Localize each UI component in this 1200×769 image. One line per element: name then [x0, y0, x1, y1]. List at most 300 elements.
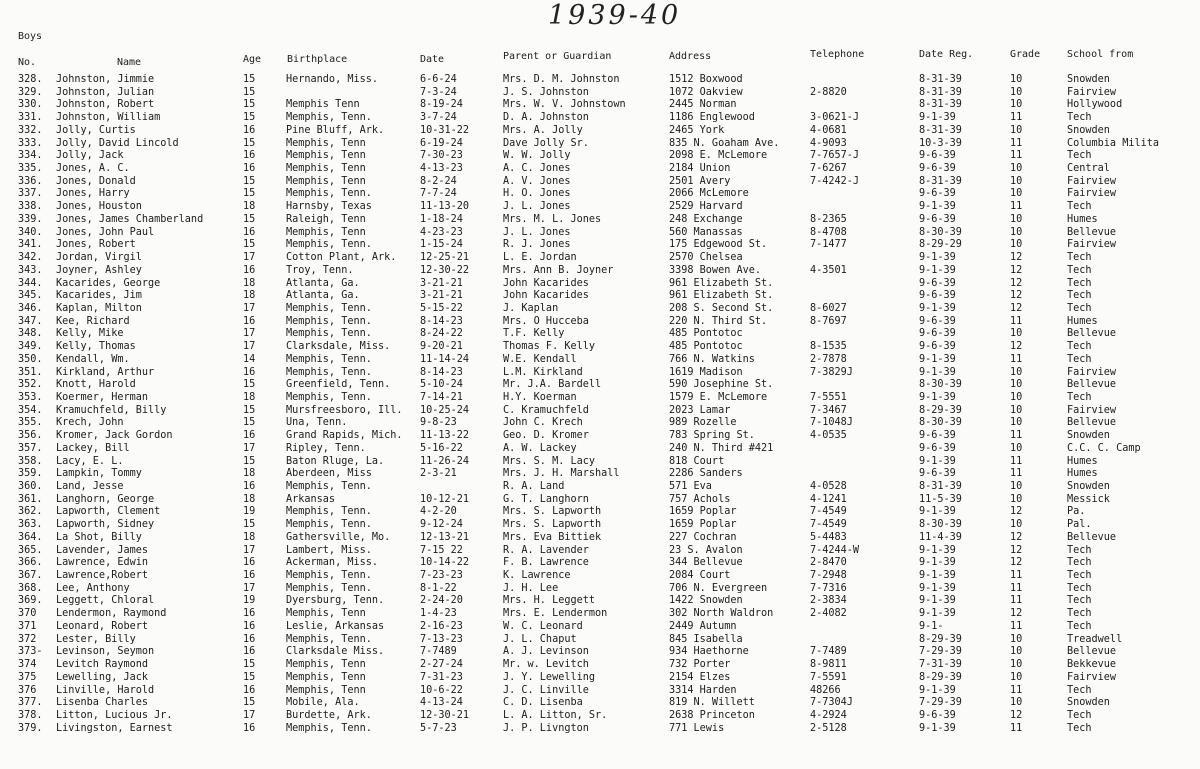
school-from: Tech — [1067, 252, 1092, 264]
row-number: 328. — [18, 74, 43, 85]
school-from: Fairview — [1067, 239, 1117, 251]
birthplace: Memphis, Tenn. — [286, 506, 372, 518]
address: 3398 Bowen Ave. — [669, 264, 762, 276]
parent-guardian: J. C. Linville — [503, 684, 589, 696]
row-number: 339. — [18, 213, 43, 225]
address: 1659 Poplar — [669, 506, 737, 518]
grade: 12 — [1010, 544, 1023, 556]
telephone: 2-8820 — [810, 86, 847, 98]
grade: 11 — [1010, 722, 1023, 734]
school-from: Humes — [1067, 455, 1098, 467]
birth-date: 7-7-24 — [420, 188, 457, 200]
school-from: Humes — [1067, 213, 1098, 225]
telephone: 8-4708 — [810, 226, 847, 238]
student-age: 18 — [243, 277, 256, 289]
school-from: Fairview — [1067, 671, 1117, 683]
telephone: 7-7316 — [810, 582, 847, 594]
address: 2184 Union — [669, 163, 731, 175]
parent-guardian: R. A. Lavender — [503, 544, 589, 556]
student-name: Levinson, Seymon — [56, 646, 155, 658]
grade: 11 — [1010, 150, 1023, 162]
parent-guardian: Mrs. Eva Bittiek — [503, 531, 602, 543]
birth-date: 1-18-24 — [420, 213, 463, 225]
table-row — [0, 290, 1200, 303]
address: 2286 Sanders — [669, 468, 743, 480]
parent-guardian: Mrs. W. V. Johnstown — [503, 99, 626, 111]
school-from: Fairview — [1067, 404, 1117, 416]
telephone: 7-4549 — [810, 519, 847, 531]
grade: 10 — [1010, 74, 1023, 85]
student-age: 16 — [243, 264, 256, 276]
school-from: Tech — [1067, 112, 1092, 124]
student-age: 14 — [243, 353, 256, 365]
parent-guardian: Mrs. D. M. Johnston — [503, 74, 620, 85]
row-number: 342. — [18, 252, 43, 264]
table-row — [0, 468, 1200, 481]
header-age: Age — [243, 54, 262, 65]
row-number: 358. — [18, 455, 43, 467]
row-number: 376 — [18, 684, 37, 696]
date-registered: 8-31-39 — [919, 74, 962, 85]
birthplace: Mursfreesboro, Ill. — [286, 404, 403, 416]
parent-guardian: Mrs. S. M. Lacy — [503, 455, 596, 467]
table-row — [0, 417, 1200, 430]
telephone: 7-1477 — [810, 239, 847, 251]
date-registered: 11-4-39 — [919, 531, 962, 543]
grade: 10 — [1010, 671, 1023, 683]
row-number: 361. — [18, 493, 43, 505]
grade: 10 — [1010, 188, 1023, 200]
date-registered: 9-1-39 — [919, 264, 956, 276]
table-row — [0, 99, 1200, 112]
school-from: Treadwell — [1067, 633, 1123, 645]
student-name: Krech, John — [56, 417, 124, 429]
table-row — [0, 316, 1200, 329]
table-row — [0, 138, 1200, 151]
birth-date: 9-12-24 — [420, 519, 463, 531]
address: 23 S. Avalon — [669, 544, 743, 556]
student-age: 16 — [243, 620, 256, 632]
parent-guardian: Mrs. J. H. Marshall — [503, 468, 620, 480]
row-number: 347. — [18, 315, 43, 327]
parent-guardian: Mr. w. Levitch — [503, 659, 589, 671]
date-registered: 8-31-39 — [919, 86, 962, 98]
student-name: Jones, Robert — [56, 239, 136, 251]
table-row — [0, 227, 1200, 240]
student-age: 15 — [243, 99, 256, 111]
birth-date: 4-13-24 — [420, 697, 463, 709]
student-name: Leggett, Chloral — [56, 595, 155, 607]
table-row — [0, 519, 1200, 532]
row-number: 335. — [18, 163, 43, 175]
student-name: Lackey, Bill — [56, 442, 130, 454]
student-name: Lendermon, Raymond — [56, 608, 167, 620]
grade: 11 — [1010, 430, 1023, 442]
birthplace: Pine Bluff, Ark. — [286, 124, 385, 136]
grade: 10 — [1010, 481, 1023, 492]
student-name: Kendall, Wm. — [56, 353, 130, 365]
birthplace: Arkansas — [286, 493, 336, 505]
date-registered: 9-1-39 — [919, 252, 956, 264]
date-registered: 9-1-39 — [919, 353, 956, 365]
address: 590 Josephine St. — [669, 379, 774, 391]
parent-guardian: J. S. Johnston — [503, 86, 589, 98]
address: 2449 Autumn — [669, 620, 737, 632]
address: 2023 Lamar — [669, 404, 731, 416]
student-age: 17 — [243, 252, 256, 264]
grade: 12 — [1010, 290, 1023, 302]
student-age: 16 — [243, 557, 256, 569]
school-from: Tech — [1067, 277, 1092, 289]
parent-guardian: John Kacarides — [503, 277, 589, 289]
address: 1579 E. McLemore — [669, 391, 768, 403]
school-from: Messick — [1067, 493, 1110, 505]
student-age: 16 — [243, 366, 256, 378]
date-registered: 9-1- — [919, 620, 944, 632]
student-age: 16 — [243, 633, 256, 645]
address: 560 Manassas — [669, 226, 743, 238]
parent-guardian: J. Kaplan — [503, 302, 559, 314]
address: 240 N. Third #421 — [669, 442, 774, 454]
header-address: Address — [669, 51, 712, 62]
parent-guardian: Mrs. M. L. Jones — [503, 213, 602, 225]
parent-guardian: C. Kramuchfeld — [503, 404, 589, 416]
telephone: 4-1241 — [810, 493, 847, 505]
birthplace: Memphis, Tenn. — [286, 570, 372, 582]
address: 934 Haethorne — [669, 646, 749, 658]
birth-date: 7-23-23 — [420, 570, 463, 582]
student-age: 16 — [243, 163, 256, 175]
address: 835 N. Goaham Ave. — [669, 137, 780, 149]
table-row — [0, 125, 1200, 138]
birthplace: Leslie, Arkansas — [286, 620, 385, 632]
birthplace: Memphis, Tenn. — [286, 481, 372, 492]
address: 2066 McLemore — [669, 188, 749, 200]
birth-date: 8-24-22 — [420, 328, 463, 340]
header-name: Name — [117, 57, 142, 68]
birth-date: 8-14-23 — [420, 315, 463, 327]
birth-date: 10-14-22 — [420, 557, 470, 569]
birth-date: 11-13-22 — [420, 430, 470, 442]
table-row — [0, 214, 1200, 227]
row-number: 354. — [18, 404, 43, 416]
row-number: 350. — [18, 353, 43, 365]
school-from: Tech — [1067, 353, 1092, 365]
school-from: Tech — [1067, 341, 1092, 353]
date-registered: 9-6-39 — [919, 328, 956, 340]
school-from: Tech — [1067, 290, 1092, 302]
table-row — [0, 367, 1200, 380]
student-age: 17 — [243, 328, 256, 340]
birthplace: Aberdeen, Miss — [286, 468, 372, 480]
parent-guardian: A. C. Jones — [503, 163, 571, 175]
section-label: Boys — [18, 31, 43, 42]
grade: 11 — [1010, 353, 1023, 365]
date-registered: 8-30-39 — [919, 226, 962, 238]
birth-date: 10-12-21 — [420, 493, 470, 505]
birthplace: Memphis, Tenn. — [286, 188, 372, 200]
birth-date: 7-7489 — [420, 646, 457, 658]
student-name: Lampkin, Tommy — [56, 468, 142, 480]
date-registered: 7-29-39 — [919, 646, 962, 658]
birthplace: Memphis, Tenn. — [286, 366, 372, 378]
grade: 12 — [1010, 531, 1023, 543]
telephone: 7-1048J — [810, 417, 853, 429]
student-name: Kelly, Thomas — [56, 341, 136, 353]
date-registered: 9-1-39 — [919, 201, 956, 213]
school-from: Snowden — [1067, 430, 1110, 442]
student-age: 15 — [243, 455, 256, 467]
birth-date: 7-30-23 — [420, 150, 463, 162]
parent-guardian: J. P. Livngton — [503, 722, 589, 734]
address: 1512 Boxwood — [669, 74, 743, 85]
row-number: 331. — [18, 112, 43, 124]
grade: 11 — [1010, 112, 1023, 124]
address: 2465 York — [669, 124, 725, 136]
row-number: 368. — [18, 582, 43, 594]
parent-guardian: H. O. Jones — [503, 188, 571, 200]
parent-guardian: John C. Krech — [503, 417, 583, 429]
student-name: Lisenba Charles — [56, 697, 149, 709]
table-row — [0, 481, 1200, 494]
birthplace: Memphis, Tenn. — [286, 239, 372, 251]
telephone: 4-9093 — [810, 137, 847, 149]
school-from: Columbia Milita — [1067, 137, 1160, 149]
grade: 10 — [1010, 124, 1023, 136]
student-name: Kee, Richard — [56, 315, 130, 327]
student-name: Lee, Anthony — [56, 582, 130, 594]
date-registered: 9-6-39 — [919, 709, 956, 721]
student-age: 17 — [243, 341, 256, 353]
address: 818 Court — [669, 455, 725, 467]
grade: 12 — [1010, 608, 1023, 620]
table-row — [0, 201, 1200, 214]
date-registered: 9-1-39 — [919, 595, 956, 607]
birth-date: 10-25-24 — [420, 404, 470, 416]
grade: 10 — [1010, 99, 1023, 111]
address: 485 Pontotoc — [669, 328, 743, 340]
grade: 10 — [1010, 417, 1023, 429]
parent-guardian: J. L. Jones — [503, 201, 571, 213]
date-registered: 9-1-39 — [919, 608, 956, 620]
address: 248 Exchange — [669, 213, 743, 225]
student-name: Jones, John Paul — [56, 226, 155, 238]
telephone: 7-7489 — [810, 646, 847, 658]
telephone: 8-6027 — [810, 302, 847, 314]
parent-guardian: F. B. Lawrence — [503, 557, 589, 569]
student-name: Lapworth, Clement — [56, 506, 161, 518]
birthplace: Gathersville, Mo. — [286, 531, 391, 543]
row-number: 346. — [18, 302, 43, 314]
table-row — [0, 659, 1200, 672]
birth-date: 11-26-24 — [420, 455, 470, 467]
date-registered: 8-31-39 — [919, 99, 962, 111]
school-from: Tech — [1067, 201, 1092, 213]
header-school-from: School from — [1067, 49, 1134, 60]
student-name: Kacarides, Jim — [56, 290, 142, 302]
birth-date: 5-7-23 — [420, 722, 457, 734]
table-row — [0, 87, 1200, 100]
school-from: Humes — [1067, 315, 1098, 327]
telephone: 7-4244-W — [810, 544, 860, 556]
birth-date: 3-7-24 — [420, 112, 457, 124]
student-name: Johnston, Robert — [56, 99, 155, 111]
table-row — [0, 354, 1200, 367]
table-row — [0, 723, 1200, 736]
student-age: 17 — [243, 544, 256, 556]
birth-date: 9-20-21 — [420, 341, 463, 353]
parent-guardian: K. Lawrence — [503, 570, 571, 582]
table-row — [0, 112, 1200, 125]
student-name: Kirkland, Arthur — [56, 366, 155, 378]
student-name: Jones, Donald — [56, 175, 136, 187]
table-row — [0, 74, 1200, 87]
student-name: Kelly, Mike — [56, 328, 124, 340]
birth-date: 11-14-24 — [420, 353, 470, 365]
student-age: 15 — [243, 239, 256, 251]
student-age: 17 — [243, 302, 256, 314]
address: 220 N. Third St. — [669, 315, 768, 327]
telephone: 2-5128 — [810, 722, 847, 734]
student-age: 16 — [243, 570, 256, 582]
table-row — [0, 430, 1200, 443]
row-number: 355. — [18, 417, 43, 429]
date-registered: 9-1-39 — [919, 112, 956, 124]
school-from: Bekkevue — [1067, 659, 1117, 671]
student-age: 15 — [243, 112, 256, 124]
student-name: Johnston, Julian — [56, 86, 155, 98]
birth-date: 7-15 22 — [420, 544, 463, 556]
table-row — [0, 545, 1200, 558]
table-row — [0, 595, 1200, 608]
row-number: 338. — [18, 201, 43, 213]
table-row — [0, 557, 1200, 570]
birthplace: Memphis, Tenn — [286, 226, 366, 238]
date-registered: 8-29-39 — [919, 671, 962, 683]
row-number: 336. — [18, 175, 43, 187]
address: 2529 Harvard — [669, 201, 743, 213]
telephone: 4-0681 — [810, 124, 847, 136]
telephone: 7-4242-J — [810, 175, 860, 187]
student-name: Johnston, Jimmie — [56, 74, 155, 85]
parent-guardian: D. A. Johnston — [503, 112, 589, 124]
birthplace: Memphis, Tenn — [286, 150, 366, 162]
date-registered: 8-30-39 — [919, 519, 962, 531]
school-from: Bellevue — [1067, 226, 1117, 238]
grade: 12 — [1010, 264, 1023, 276]
grade: 11 — [1010, 468, 1023, 480]
grade: 11 — [1010, 684, 1023, 696]
birth-date: 10-31-22 — [420, 124, 470, 136]
parent-guardian: A. V. Jones — [503, 175, 571, 187]
student-age: 15 — [243, 404, 256, 416]
student-age: 16 — [243, 430, 256, 442]
birth-date: 2-16-23 — [420, 620, 463, 632]
row-number: 351. — [18, 366, 43, 378]
student-name: Koermer, Herman — [56, 391, 149, 403]
parent-guardian: L. A. Litton, Sr. — [503, 709, 608, 721]
date-registered: 9-1-39 — [919, 557, 956, 569]
date-registered: 8-29-39 — [919, 633, 962, 645]
date-registered: 9-1-39 — [919, 302, 956, 314]
birthplace: Memphis, Tenn. — [286, 353, 372, 365]
ledger-year: 1939-40 — [548, 0, 682, 31]
parent-guardian: Mrs. S. Lapworth — [503, 506, 602, 518]
school-from: Fairview — [1067, 175, 1117, 187]
student-name: Jones, James Chamberland — [56, 213, 204, 225]
school-from: Tech — [1067, 150, 1092, 162]
birth-date: 5-15-22 — [420, 302, 463, 314]
date-registered: 9-6-39 — [919, 277, 956, 289]
student-name: Jolly, Curtis — [56, 124, 136, 136]
row-number: 366. — [18, 557, 43, 569]
student-name: Jones, Houston — [56, 201, 142, 213]
student-age: 19 — [243, 595, 256, 607]
school-from: Bellevue — [1067, 417, 1117, 429]
grade: 10 — [1010, 493, 1023, 505]
school-from: Bellevue — [1067, 379, 1117, 391]
grade: 10 — [1010, 163, 1023, 175]
date-registered: 9-6-39 — [919, 290, 956, 302]
school-from: Tech — [1067, 302, 1092, 314]
birthplace: Memphis, Tenn. — [286, 328, 372, 340]
address: 2570 Chelsea — [669, 252, 743, 264]
grade: 10 — [1010, 379, 1023, 391]
birth-date: 12-13-21 — [420, 531, 470, 543]
date-registered: 9-1-39 — [919, 582, 956, 594]
parent-guardian: H.Y. Koerman — [503, 391, 577, 403]
grade: 12 — [1010, 252, 1023, 264]
table-row — [0, 685, 1200, 698]
student-age: 18 — [243, 391, 256, 403]
grade: 11 — [1010, 137, 1023, 149]
table-row — [0, 303, 1200, 316]
table-row — [0, 710, 1200, 723]
birthplace: Ackerman, Miss. — [286, 557, 379, 569]
address: 732 Porter — [669, 659, 731, 671]
birthplace: Memphis, Tenn — [286, 163, 366, 175]
address: 757 Achols — [669, 493, 731, 505]
school-from: Tech — [1067, 709, 1092, 721]
birth-date: 8-2-24 — [420, 175, 457, 187]
date-registered: 9-1-39 — [919, 391, 956, 403]
birthplace: Lambert, Miss. — [286, 544, 372, 556]
grade: 11 — [1010, 582, 1023, 594]
grade: 12 — [1010, 557, 1023, 569]
telephone: 4-0528 — [810, 481, 847, 492]
address: 2638 Princeton — [669, 709, 755, 721]
row-number: 337. — [18, 188, 43, 200]
address: 2501 Avery — [669, 175, 731, 187]
student-name: Jones, A. C. — [56, 163, 130, 175]
birth-date: 9-8-23 — [420, 417, 457, 429]
student-name: La Shot, Billy — [56, 531, 142, 543]
birth-date: 7-14-21 — [420, 391, 463, 403]
birth-date: 4-13-23 — [420, 163, 463, 175]
table-row — [0, 443, 1200, 456]
grade: 12 — [1010, 277, 1023, 289]
birthplace: Ripley, Tenn. — [286, 442, 366, 454]
birthplace: Raleigh, Tenn — [286, 213, 366, 225]
birth-date: 7-13-23 — [420, 633, 463, 645]
date-registered: 9-6-39 — [919, 442, 956, 454]
parent-guardian: L. E. Jordan — [503, 252, 577, 264]
row-number: 329. — [18, 86, 43, 98]
birthplace: Memphis, Tenn — [286, 608, 366, 620]
telephone: 8-7697 — [810, 315, 847, 327]
school-from: Tech — [1067, 391, 1092, 403]
table-row — [0, 150, 1200, 163]
